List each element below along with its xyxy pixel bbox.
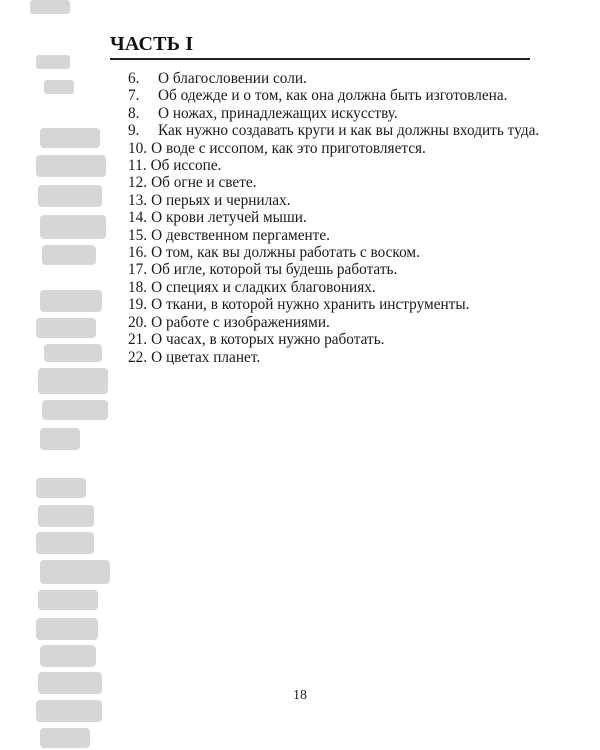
chapter-title: О том, как вы должны работать с воском. [151,244,420,262]
chapter-number: 11. [128,157,147,175]
chapter-number: 14. [128,209,148,227]
chapter-title: Об игле, которой ты будешь работать. [151,261,398,279]
chapter-number: 10. [128,139,148,157]
bleed-through-marks [0,0,120,750]
chapter-number: 18. [128,278,148,296]
chapter-title: Об иссопе. [150,157,222,175]
bleed-through-texture [0,0,120,750]
chapter-title: Как нужно создавать круги и как вы должны входить туда. [158,122,540,140]
chapter-title: О цветах планет. [151,348,261,366]
chapter-number: 16. [128,244,148,262]
chapter-number: 12. [128,174,148,192]
chapter-list [128,70,548,366]
chapter-entry [128,174,548,191]
chapter-title: О воде с иссопом, как это приготовляется. [151,139,426,157]
chapter-title: О работе с изображениями. [151,313,330,331]
chapter-title: О ткани, в которой нужно хранить инструменты. [151,296,470,314]
part-title: ЧАСТЬ I [110,33,194,55]
chapter-entry [128,331,548,348]
chapter-entry [128,279,548,296]
chapter-number: 6. [128,70,140,87]
chapter-entry [128,192,548,209]
chapter-number: 17. [128,261,148,279]
chapter-number: 15. [128,226,148,244]
chapter-entry [128,244,548,261]
chapter-title: О часах, в которых нужно работать. [151,331,385,349]
chapter-entry [128,70,548,87]
chapter-entry [128,314,548,331]
chapter-entry [128,157,548,174]
chapter-entry [128,209,548,226]
chapter-entry [128,227,548,244]
chapter-entry [128,140,548,157]
chapter-title: О крови летучей мыши. [151,209,307,227]
chapter-entry [128,296,548,313]
chapter-title: Об одежде и о том, как она должна быть изготовлена. [158,87,508,105]
chapter-entry [128,261,548,278]
chapter-entry [128,349,548,366]
page-number: 18 [293,688,307,703]
chapter-number: 7. [128,87,140,105]
page-header [110,33,530,63]
chapter-number: 22. [128,348,148,366]
chapter-title: О специях и сладких благовониях. [151,278,376,296]
chapter-entry [128,122,548,139]
chapter-entry [128,87,548,104]
chapter-number: 19. [128,296,148,314]
chapter-title: О девственном пергаменте. [151,226,330,244]
chapter-number: 21. [128,331,148,349]
chapter-title: Об огне и свете. [151,174,257,192]
chapter-number: 9. [128,122,140,140]
chapter-title: О благословении соли. [158,70,307,87]
chapter-number: 8. [128,104,140,122]
header-rule [110,58,530,60]
chapter-entry [128,105,548,122]
chapter-number: 13. [128,191,148,209]
chapter-title: О перьях и чернилах. [151,191,291,209]
chapter-number: 20. [128,313,148,331]
chapter-title: О ножах, принадлежащих искусству. [158,104,398,122]
